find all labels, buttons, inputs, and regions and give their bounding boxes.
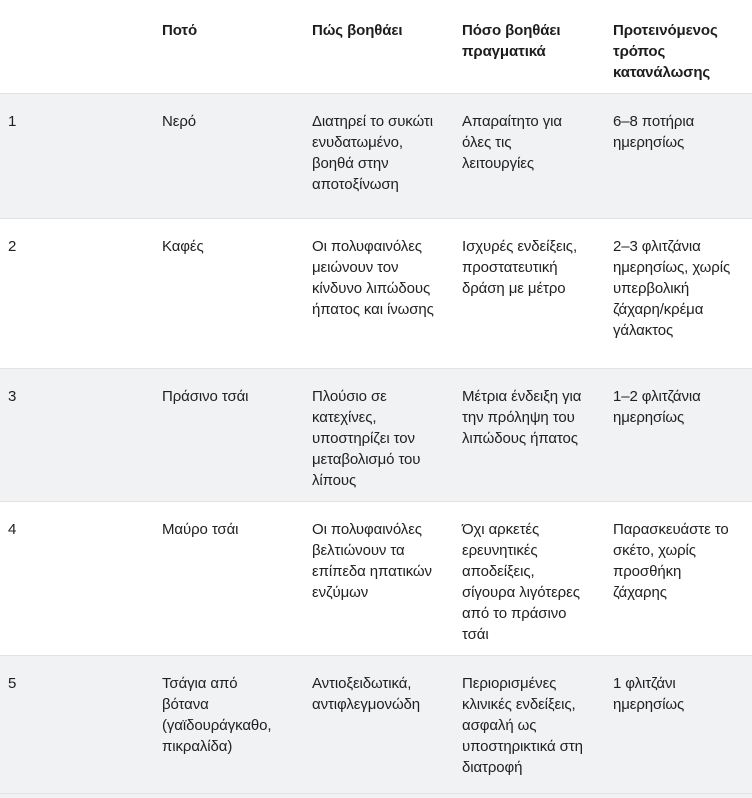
cell-row-number: 2 [8,238,17,255]
cell-recommended-consumption: 2–3 φλιτζάνια ημερησίως, χωρίς υπερβολική ζάχαρη/κρέμα γάλακτος [613,238,731,339]
table-header-row [0,0,752,93]
column-header-how-it-helps: Πώς βοηθάει [312,22,403,39]
cell-how-it-helps: Οι πολυφαινόλες βελτιώνουν τα επίπεδα ηπατικών ενζύμων [312,521,432,601]
cell-drink: Νερό [162,113,196,130]
table-row [0,93,752,218]
column-header-real-benefit: Πόσο βοηθάει πραγματικά [462,22,561,60]
table-bottom-border [0,793,752,798]
cell-row-number: 3 [8,388,17,405]
cell-recommended-consumption: Παρασκευάστε το σκέτο, χωρίς προσθήκη ζάχαρης [613,521,729,601]
cell-recommended-consumption: 1 φλιτζάνι ημερησίως [613,675,685,713]
cell-real-benefit: Απαραίτητο για όλες τις λειτουργίες [462,113,562,172]
cell-how-it-helps: Οι πολυφαινόλες μειώνουν τον κίνδυνο λιπώδους ήπατος και ίνωσης [312,238,434,318]
cell-how-it-helps: Αντιοξειδωτικά, αντιφλεγμονώδη [312,675,421,713]
column-header-index [0,0,150,93]
cell-drink: Καφές [162,238,204,255]
table-row [0,501,752,655]
table-row [0,655,752,793]
column-header-recommended-consumption: Προτεινόμενος τρόπος κατανάλωσης [613,22,718,81]
cell-drink: Μαύρο τσάι [162,521,239,538]
cell-row-number: 1 [8,113,17,130]
cell-real-benefit: Ισχυρές ενδείξεις, προστατευτική δράση με μέτρο [462,238,578,297]
cell-row-number: 5 [8,675,17,692]
cell-how-it-helps: Διατηρεί το συκώτι ενυδατωμένο, βοηθά στην αποτοξίνωση [312,113,433,193]
cell-recommended-consumption: 1–2 φλιτζάνια ημερησίως [613,388,701,426]
cell-row-number: 4 [8,521,17,538]
cell-drink: Πράσινο τσάι [162,388,249,405]
cell-real-benefit: Περιορισμένες κλινικές ενδείξεις, ασφαλή ως υποστηρικτικά στη διατροφή [462,675,583,776]
cell-recommended-consumption: 6–8 ποτήρια ημερησίως [613,113,695,151]
table-row [0,368,752,501]
column-header-drink: Ποτό [162,22,198,39]
cell-real-benefit: Όχι αρκετές ερευνητικές αποδείξεις, σίγουρα λιγότερες από το πράσινο τσάι [462,521,580,643]
cell-real-benefit: Μέτρια ένδειξη για την πρόληψη του λιπώδους ήπατος [462,388,582,447]
table-row [0,218,752,368]
cell-drink: Τσάγια από βότανα (γαϊδουράγκαθο, πικραλίδα) [162,675,272,755]
cell-how-it-helps: Πλούσιο σε κατεχίνες, υποστηρίζει τον μεταβολισμό του λίπους [312,388,421,489]
